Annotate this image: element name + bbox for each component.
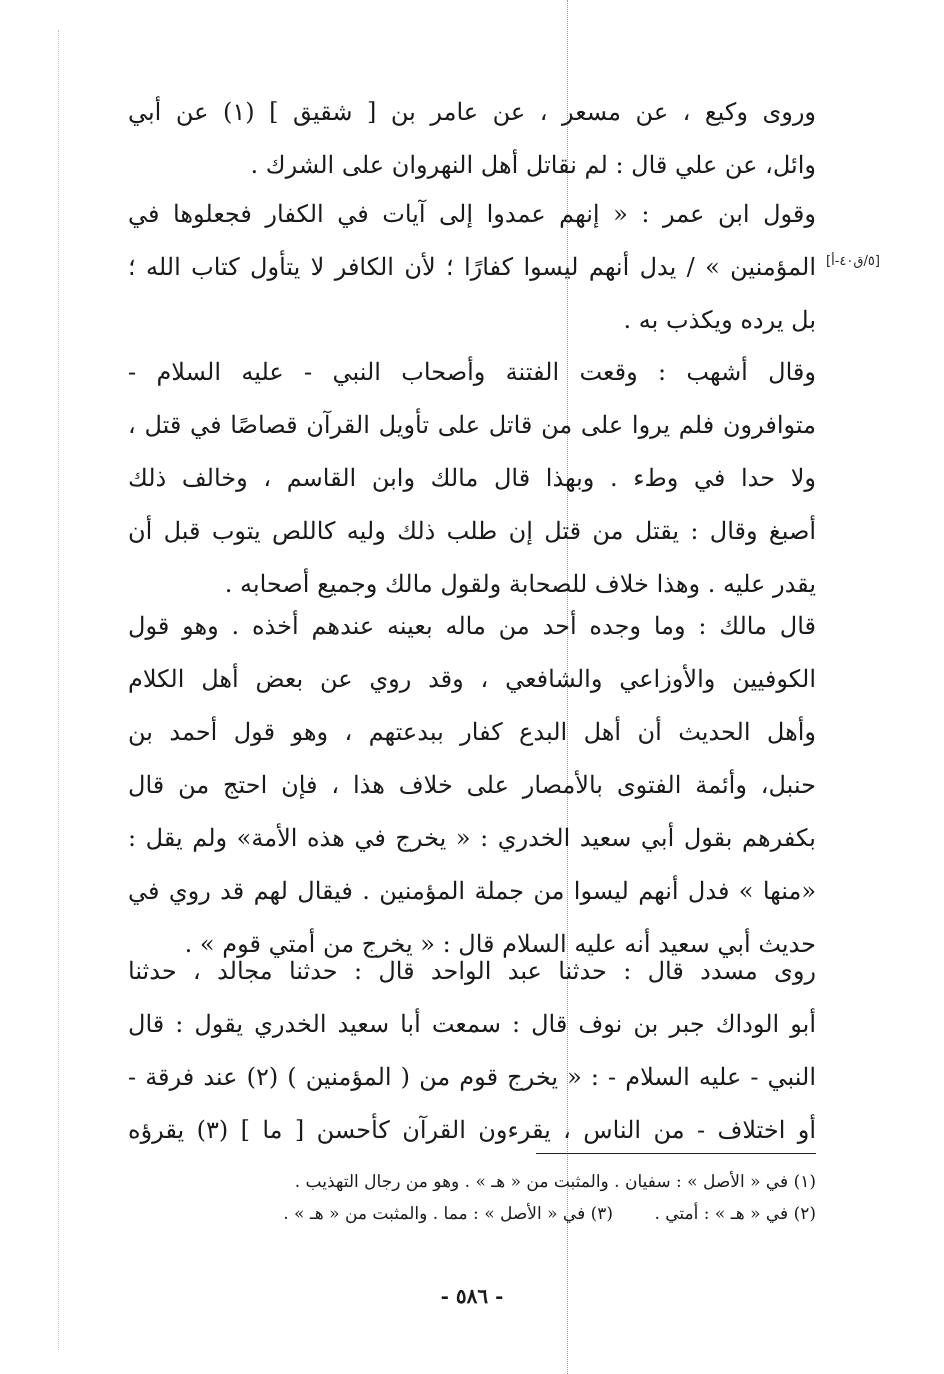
text-line: وروى وكيع ، عن مسعر ، عن عامر بن [ شقيق ] (١) عن أبي [128,98,817,126]
manuscript-folio-reference: [٥/ق٤٠-أ] [826,254,880,269]
text-line: بل يرده ويكذب به . [623,306,816,334]
text-line: وأهل الحديث أن أهل البدع كفار ببدعتهم ، وهو قول أحمد بن [128,718,817,746]
scan-edge-dots [58,30,59,1350]
paragraph-1 [128,86,816,192]
paragraph-5 [128,945,816,1157]
footnote-1: (١) في « الأصل » : سفيان . والمثبت من « هـ » . وهو من رجال التهذيب . [294,1172,816,1192]
footnotes [128,1166,816,1230]
text-line: «منها » فدل أنهم ليسوا من جملة المؤمنين . فيقال لهم قد روي في [128,877,816,905]
text-line: بكفرهم بقول أبي سعيد الخدري : « يخرج في هذه الأمة» ولم يقل : [128,824,816,852]
text-line: المؤمنين » / يدل أنهم ليسوا كفارًا ؛ لأن الكافر لا يتأول كتاب الله ؛ [128,253,816,281]
paragraph-4 [128,600,816,971]
text-line: النبي - عليه السلام - : « يخرج قوم من ( المؤمنين ) (٢) عند فرقة - [128,1063,816,1091]
text-line: ولا حدا في وطء . وبهذا قال مالك وابن القاسم ، وخالف ذلك [128,464,816,492]
text-line: أصبغ وقال : يقتل من قتل إن طلب ذلك وليه كاللص يتوب قبل أن [128,517,816,545]
footnote-separator [536,1153,816,1154]
text-line: روى مسدد قال : حدثنا عبد الواحد قال : حدثنا مجالد ، حدثنا [128,957,816,985]
paragraph-3 [128,346,816,611]
text-line: حنبل، وأئمة الفتوى بالأمصار على خلاف هذا ، فإن احتج من قال [128,771,816,799]
page-number: - ٥٨٦ - [440,1284,504,1308]
text-line: يقدر عليه . وهذا خلاف للصحابة ولقول مالك وجميع أصحابه . [224,570,816,598]
text-line: حديث أبي سعيد أنه عليه السلام قال : « يخرج من أمتي قوم » . [184,930,816,958]
text-line: أبو الوداك جبر بن نوف قال : سمعت أبا سعيد الخدري يقول : قال [128,1010,816,1038]
text-line: متوافرون فلم يروا على من قاتل على تأويل القرآن قصاصًا في قتل ، [128,411,816,439]
text-line: وائل، عن علي قال : لم نقاتل أهل النهروان على الشرك . [250,151,816,179]
text-line: وقال أشهب : وقعت الفتنة وأصحاب النبي - عليه السلام - [128,358,816,386]
text-line: قال مالك : وما وجده أحد من ماله بعينه عندهم أخذه . وهو قول [128,612,816,640]
footnote-2: (٢) في « هـ » : أمتي . [654,1204,816,1224]
paragraph-2 [128,188,816,347]
footnote-3: (٣) في « الأصل » : مما . والمثبت من « هـ » . [283,1204,614,1224]
text-line: وقول ابن عمر : « إنهم عمدوا إلى آيات في الكفار فجعلوها في [128,200,816,228]
footnote-row [128,1198,816,1230]
text-line: أو اختلاف - من الناس ، يقرءون القرآن كأحسن [ ما ] (٣) يقرؤه [128,1116,817,1144]
text-line: الكوفيين والأوزاعي والشافعي ، وقد روي عن بعض أهل الكلام [128,665,816,693]
